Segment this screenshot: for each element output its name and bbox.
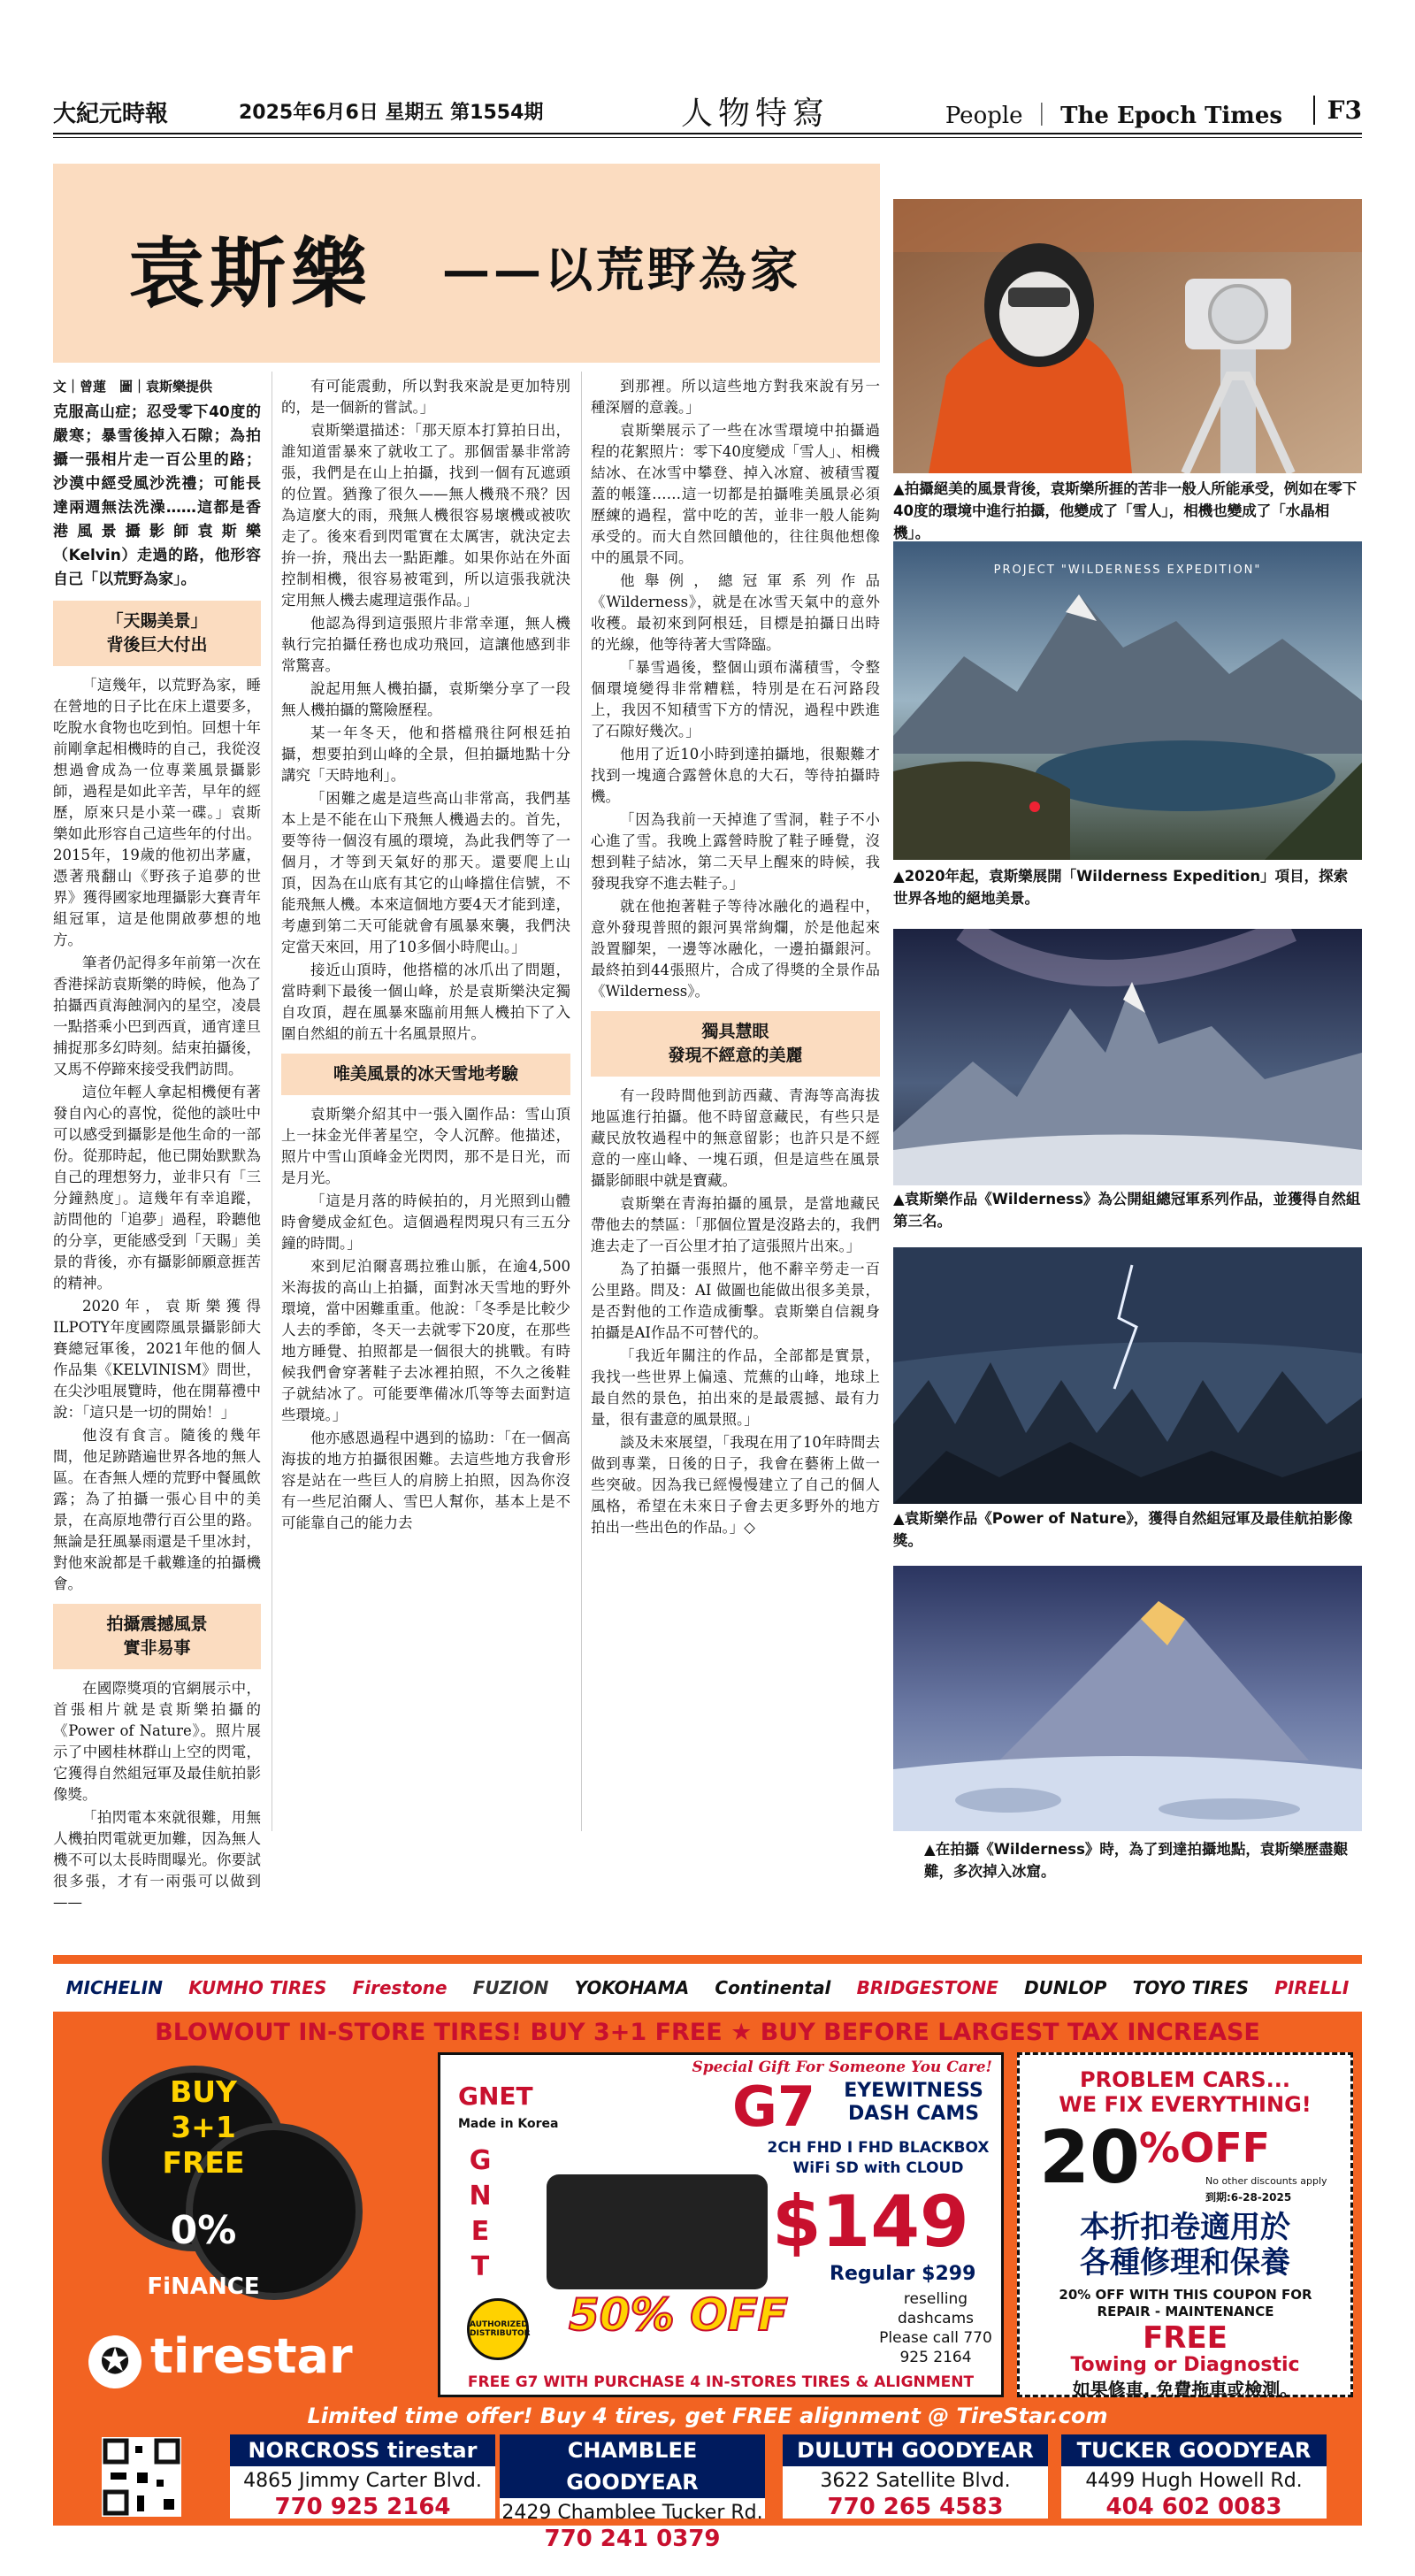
title-banner xyxy=(53,164,880,363)
paragraph: 「因為我前一天掉進了雪洞，鞋子不小心進了雪。我晚上露營時脫了鞋子睡覺，沒想到鞋子結冰，第二天早上醒來的時候，我發現我穿不進去鞋子。」 xyxy=(591,811,880,892)
coupon-chinese-1: 本折扣卷適用於 xyxy=(1080,2210,1290,2245)
store-phone[interactable]: 770 925 2164 xyxy=(274,2494,451,2520)
store-name: NORCROSS tirestar xyxy=(230,2434,495,2466)
g7-specs: 2CH FHD I FHD BLACKBOX xyxy=(767,2139,990,2157)
caption-1: ▲拍攝絕美的風景背後，袁斯樂所捱的苦非一般人所能承受，例如在零下40度的環境中進行拍攝，他變成了「雪人」，相機也變成了「水晶相機」。 xyxy=(893,480,1358,541)
tirestar-tire-icon: ✪ xyxy=(88,2335,142,2388)
photo-wilderness-panorama xyxy=(893,929,1362,1185)
section-en-label: People xyxy=(945,103,1023,129)
problem-cars: PROBLEM CARS... xyxy=(1080,2067,1290,2092)
no-other-discounts: No other discounts apply xyxy=(1205,2175,1327,2187)
paragraph: 他沒有食言。隨後的幾年間，他足跡踏遍世界各地的無人區。在杳無人煙的荒野中餐風飲露；為了拍攝一張心目中的美景，在高原地帶行百公里的路。無論是狂風暴雨還是千里冰封，對他來說都是千載難逢的拍攝機會。 xyxy=(53,1427,261,1592)
store-location[interactable] xyxy=(1061,2434,1327,2518)
paragraph: 他舉例，總冠軍系列作品《Wilderness》，就是在冰雪天氣中的意外收穫。最初來到阿根廷，目標是拍攝日出時的光線，他等待著大雪降臨。 xyxy=(591,572,880,653)
article-title: 袁斯樂 xyxy=(128,229,372,318)
photo-himalaya xyxy=(893,1566,1362,1831)
caption-4: ▲袁斯樂作品《Power of Nature》，獲得自然組冠軍及最佳航拍影像獎。 xyxy=(893,1510,1353,1549)
paragraph: 「拍閃電本來就很難，用無人機拍閃電就更加難，因為無人機不可以太長時間曝光。你要試很多張，才有一兩張可以做到—— xyxy=(53,1809,261,1911)
towing-diagnostic: Towing or Diagnostic xyxy=(1070,2354,1300,2376)
brand-logo: PIRELLI xyxy=(1274,1977,1350,1998)
coupon-chinese-2: 各種修理和保養 xyxy=(1080,2245,1290,2281)
store-phone[interactable]: 770 265 4583 xyxy=(827,2494,1004,2520)
paragraph: 在國際獎項的官網展示中，首張相片就是袁斯樂拍攝的《Power of Nature》。照片展示了中國桂林群山上空的閃電，它獲得自然組冠軍及最佳航拍影像獎。 xyxy=(53,1680,261,1803)
photo-overlay-text: PROJECT "WILDERNESS EXPEDITION" xyxy=(993,564,1262,577)
subhead-1-text: 「天賜美景」 背後巨大付出 xyxy=(106,611,208,655)
paper-en: The Epoch Times xyxy=(1060,103,1282,129)
paragraph: 有一段時間他到訪西藏、青海等高海拔地區進行拍攝。他不時留意藏民，有些只是藏民放牧過程中的無意留影；也許只是不經意的一座山峰、一塊石頭，但是這些在風景攝影師眼中就是寶藏。 xyxy=(591,1087,880,1189)
store-name: TUCKER GOODYEAR xyxy=(1061,2434,1327,2466)
paragraph: 接近山頂時，他搭檔的冰爪出了問題，當時剩下最後一個山峰，於是袁斯樂決定獨自攻頂，趕在風暴來臨前用無人機拍下了入圍自然組的前五十名風景照片。 xyxy=(281,962,570,1042)
store-location[interactable] xyxy=(500,2434,765,2552)
caption-3: ▲袁斯樂作品《Wilderness》為公開組總冠軍系列作品，並獲得自然組第三名。 xyxy=(893,1191,1361,1230)
header-rule xyxy=(53,133,1362,134)
lede: 克服高山症；忍受零下40度的嚴寒；暴雪後掉入石隙；為拍攝一張相片走一百公里的路；沙漠中經受風沙洗禮；可能長達兩週無法洗澡……這都是香港風景攝影師袁斯樂（Kelvin）走過的路，他形容自己「以荒野為家」。 xyxy=(53,403,261,588)
brand-logo: KUMHO TIRES xyxy=(188,1977,327,1998)
page-header xyxy=(53,88,1362,133)
article-subtitle: ——以荒野為家 xyxy=(442,242,801,298)
store-name: CHAMBLEE GOODYEAR xyxy=(500,2434,765,2498)
column-3 xyxy=(591,376,880,1540)
store-phone[interactable]: 404 602 0083 xyxy=(1105,2494,1282,2520)
g7-subtitle: EYEWITNESS DASH CAMS xyxy=(844,2080,983,2125)
header-rule-2 xyxy=(53,137,1362,138)
buy-text: BUY 3+1 FREE xyxy=(162,2074,245,2180)
brand-logo: TOYO TIRES xyxy=(1132,1977,1250,1998)
paragraph: 「我近年關注的作品，全部都是實景，我找一些世界上偏遠、荒蕪的山峰，地球上最自然的景色，拍出來的是最震撼、最有力量，很有畫意的風景照。」 xyxy=(591,1347,880,1428)
column-3-body xyxy=(591,376,880,1002)
paragraph: 「困難之處是這些高山非常高，我們基本上是不能在山下飛無人機過去的。首先，要等待一個沒有風的環境，為此我們等了一個月，才等到天氣好的那天。還要爬上山頂，因為在山底有其它的山峰擋住信號，不能飛無人機。本來這個地方要4天才能到達，考慮到第二天可能就會有風暴來襲，我們決定當天來回，用了10多個小時爬山。」 xyxy=(281,790,570,955)
brand-logo: Continental xyxy=(715,1977,831,1998)
repair-coupon xyxy=(1017,2052,1353,2400)
coupon-chinese-3: 如果修車, 免費拖車或檢測。 xyxy=(1072,2379,1298,2400)
column-rule xyxy=(581,372,582,1831)
dashcam-image xyxy=(547,2174,768,2289)
caption-2: ▲2020年起，袁斯樂展開「Wilderness Expedition」項目，探索世界各地的絕地美景。 xyxy=(893,868,1349,907)
store-phone[interactable]: 770 241 0379 xyxy=(544,2526,721,2552)
ad-headline: BLOWOUT IN-STORE TIRES! BUY 3+1 FREE ★ BUY BEFORE LARGEST TAX INCREASE xyxy=(155,2019,1260,2046)
percent-off: %OFF xyxy=(1139,2124,1271,2172)
paragraph: 他用了近10小時到達拍攝地，很艱難才找到一塊適合露營休息的大石，等待拍攝時機。 xyxy=(591,746,880,805)
photo-snowman xyxy=(893,199,1362,473)
column-1b-body xyxy=(53,1678,261,1913)
g7-resell: reselling dashcams Please call 770 925 2164 xyxy=(879,2290,992,2366)
paragraph: 來到尼泊爾喜瑪拉雅山脈，在逾4,500米海拔的高山上拍攝，面對冰天雪地的野外環境，當中困難重重。他說：「冬季是比較少人去的季節，冬天一去就零下20度，在那些地方睡覺、拍照都是一個很大的挑戰。有時候我們會穿著鞋子去冰裡拍照，不久之後鞋子就結冰了。可能要準備冰爪等等去面對這些環境。」 xyxy=(281,1258,570,1423)
subhead-2 xyxy=(53,1604,261,1669)
subhead-1 xyxy=(53,601,261,666)
expires: 到期:6-28-2025 xyxy=(1205,2191,1292,2204)
section-en: People ｜ The Epoch Times xyxy=(945,103,1282,129)
section-title: 人物特寫 xyxy=(681,96,830,132)
store-location[interactable] xyxy=(783,2434,1048,2518)
finance-label: FiNANCE xyxy=(147,2273,260,2300)
brand-logo: BRIDGESTONE xyxy=(856,1977,998,1998)
distributor-badge: AUTHORIZED DISTRIBUTOR xyxy=(467,2298,529,2360)
paragraph: 到那裡。所以這些地方對我來說有另一種深層的意義。」 xyxy=(591,378,880,416)
subhead-3-text: 唯美風景的冰天雪地考驗 xyxy=(333,1064,518,1084)
g7-wifi: WiFi SD with CLOUD xyxy=(792,2159,964,2177)
subhead-4 xyxy=(591,1011,880,1077)
percent-number: 20 xyxy=(1039,2116,1141,2200)
buy-3-1-free xyxy=(146,2074,261,2181)
paragraph: 這位年輕人拿起相機便有著發自內心的喜悅，從他的談吐中可以感受到攝影是他生命的一部份。從那時起，他已開始默默為自己的理想努力，並非只有「三分鐘熱度」。這幾年有幸追蹤，訪問他的「追夢」過程，聆聽他的分享，更能感受到「天賜」美景的背後，亦有攝影師願意捱苦的精神。 xyxy=(53,1084,261,1292)
column-1-body xyxy=(53,675,261,1595)
paragraph: 袁斯樂介紹其中一張入圍作品：雪山頂上一抹金光伴著星空，令人沉醉。他描述，照片中雪山頂峰金光閃閃，那不是日光，而是月光。 xyxy=(281,1106,570,1186)
paragraph: 某一年冬天，他和搭檔飛往阿根廷拍攝，想要拍到山峰的全景，但拍攝地點十分講究「天時地利」。 xyxy=(281,724,570,784)
store-address: 2429 Chamblee Tucker Rd. xyxy=(501,2502,763,2524)
paragraph: 為了拍攝一張照片，他不辭辛勞走一百公里路。問及：AI 做圖也能做出很多美景，是否對他的工作造成衝擊。袁斯樂自信親身拍攝是AI作品不可替代的。 xyxy=(591,1261,880,1341)
caption-5: ▲在拍攝《Wilderness》時，為了到達拍攝地點，袁斯樂歷盡艱難，多次掉入冰窟。 xyxy=(924,1841,1348,1880)
subhead-2-text: 拍攝震撼風景 實非易事 xyxy=(106,1614,208,1658)
g7-dashcam-box xyxy=(438,2052,1004,2397)
brand-logo: DUNLOP xyxy=(1024,1977,1107,1998)
subhead-3 xyxy=(281,1054,570,1095)
column-2 xyxy=(281,376,570,1536)
store-address: 4865 Jimmy Carter Blvd. xyxy=(243,2470,482,2492)
paragraph: 談及未來展望，「我現在用了10年時間去做到專業，日後的日子，我會在藝術上做一些突破。因為我已經慢慢建立了自己的個人風格，希望在未來日子會去更多野外的地方拍出一些出色的作品。」◇ xyxy=(591,1434,880,1536)
free-label: FREE xyxy=(1143,2320,1228,2356)
store-address: 3622 Satellite Blvd. xyxy=(820,2470,1011,2492)
brand-logo: FUZION xyxy=(472,1977,549,1998)
g7-price: $149 xyxy=(772,2181,969,2263)
tirestar-logo: tirestar xyxy=(150,2328,353,2384)
brand-logo: Firestone xyxy=(352,1977,447,1998)
paragraph: 他亦感恩過程中遇到的協助：「在一個高海拔的地方拍攝很困難。去這些地方我會形容是站在一些巨人的肩膀上拍照，因為你沒有一些尼泊爾人、雪巴人幫你，基本上是不可能靠自己的能力去 xyxy=(281,1430,570,1531)
byline: 文｜曾蓮 圖｜袁斯樂提供 xyxy=(53,379,213,395)
qr-code-icon xyxy=(102,2437,181,2517)
g7-discount: 50% OFF xyxy=(569,2289,788,2341)
paragraph: 袁斯樂展示了一些在冰雪環境中拍攝過程的花絮照片：零下40度變成「雪人」、相機結冰、在冰雪中攀登、掉入冰窟、被積雪覆蓋的帳篷……這一切都是拍攝唯美風景必須歷練的過程，當中吃的苦，並非一般人能夠承受的。而大自然回饋他的，往往與他想像中的風景不同。 xyxy=(591,422,880,566)
paragraph: 就在他抱著鞋子等待冰融化的過程中，意外發現普照的銀河異常絢爛，於是他起來設置腳架，一邊等冰融化，一邊拍攝銀河。最終拍到44張照片，合成了得獎的全景作品《Wilderness》。 xyxy=(591,898,880,1000)
paragraph: 他認為得到這張照片非常幸運，無人機執行完拍攝任務也成功飛回，這讓他感到非常驚喜。 xyxy=(281,615,570,674)
g7-tagline: Special Gift For Someone You Care! xyxy=(692,2058,992,2076)
publication-name: 大紀元時報 xyxy=(53,101,169,127)
gnet-vertical: G N E T xyxy=(469,2145,492,2282)
paragraph: 袁斯樂還描述：「那天原本打算拍日出，誰知道雷暴來了就收工了。那個雷暴非常誇張，我們是在山上拍攝，找到一個有瓦遮頭的位置。猶豫了很久——無人機飛不飛？因為這麼大的雨，飛無人機很容易壞機或被吹走了。後來看到閃電實在太厲害，就決定去拚一拚，飛出去一點距離。如果你站在外面控制相機，很容易被電到，所以這張我就決定用無人機去處理這張作品。」 xyxy=(281,422,570,609)
g7-regular-price: Regular $299 xyxy=(830,2263,976,2285)
paragraph: 「這是月落的時候拍的，月光照到山體時會變成金紅色。這個過程閃現只有三五分鐘的時間。」 xyxy=(281,1192,570,1252)
paragraph: 說起用無人機拍攝，袁斯樂分享了一段無人機拍攝的驚險歷程。 xyxy=(281,680,570,718)
store-name: DULUTH GOODYEAR xyxy=(783,2434,1048,2466)
finance-rate: 0% xyxy=(170,2208,237,2253)
photo-wilderness-expedition xyxy=(893,541,1362,860)
issue-date: 2025年6月6日 星期五 第1554期 xyxy=(239,102,544,124)
subhead-4-text: 獨具慧眼 發現不經意的美麗 xyxy=(668,1022,803,1065)
photo-power-of-nature xyxy=(893,1247,1362,1504)
made-in-korea: Made in Korea xyxy=(458,2117,559,2131)
paragraph: 2020年，袁斯樂獲得ILPOTY年度國際風景攝影師大賽總冠軍後，2021年他的個人作品集《KELVINISM》問世，在尖沙咀展覽時，他在開幕禮中說：「這只是一切的開始！」 xyxy=(53,1298,261,1421)
column-2-body xyxy=(281,376,570,1045)
brand-logo: YOKOHAMA xyxy=(574,1977,690,1998)
column-1 xyxy=(53,376,261,1915)
paragraph: 袁斯樂在青海拍攝的風景，是當地藏民帶他去的禁區：「那個位置是沒路去的，我們進去走了一百公里才拍了這張照片出來。」 xyxy=(591,1195,880,1254)
brand-logo: MICHELIN xyxy=(65,1977,163,1998)
coupon-text: 20% OFF WITH THIS COUPON FOR REPAIR - MAINTENANCE xyxy=(1059,2287,1312,2319)
page-number: F3 xyxy=(1313,96,1362,125)
paragraph: 有可能震動，所以對我來說是更加特別的，是一個新的嘗試。」 xyxy=(281,378,570,416)
store-address: 4499 Hugh Howell Rd. xyxy=(1085,2470,1303,2492)
paragraph: 「暴雪過後，整個山頭布滿積雪，令整個環境變得非常糟糕，特別是在石河路段上，我因不知積雪下方的情況，過程中跌進了石隙好幾次。」 xyxy=(591,659,880,740)
gnet-logo: GNET xyxy=(458,2082,533,2111)
column-2b-body xyxy=(281,1104,570,1534)
store-location[interactable] xyxy=(230,2434,495,2518)
fix-everything: WE FIX EVERYTHING! xyxy=(1059,2092,1312,2117)
column-3b-body xyxy=(591,1085,880,1538)
qr-code[interactable] xyxy=(102,2437,181,2517)
limited-offer: Limited time offer! Buy 4 tires, get FREE alignment @ TireStar.com xyxy=(307,2404,1108,2428)
g7-free-offer: FREE G7 WITH PURCHASE 4 IN-STORES TIRES & ALIGNMENT xyxy=(467,2373,975,2391)
g7-model: G7 xyxy=(732,2074,816,2139)
paragraph: 「這幾年，以荒野為家，睡在營地的日子比在床上還要多，吃脫水食物也吃到怕。回想十年前剛拿起相機時的自己，我從沒想過會成為一位專業風景攝影師，過程是如此辛苦，早年的經歷，原來只是小菜一碟。」袁斯樂如此形容自己這些年的付出。2015年，19歲的他初出茅廬，憑著飛翻山《野孩子追夢的世界》獲得國家地理攝影大賽青年組冠軍，這是他開啟夢想的地方。 xyxy=(53,677,261,948)
tire-brands-row xyxy=(53,1964,1362,2012)
paragraph: 筆者仍記得多年前第一次在香港採訪袁斯樂的時候，他為了拍攝西貢海蝕洞內的星空，凌晨一點搭乘小巴到西貢，通宵達旦捕捉那多幻時刻。結束拍攝後，又馬不停蹄來接受我們訪問。 xyxy=(53,954,261,1077)
